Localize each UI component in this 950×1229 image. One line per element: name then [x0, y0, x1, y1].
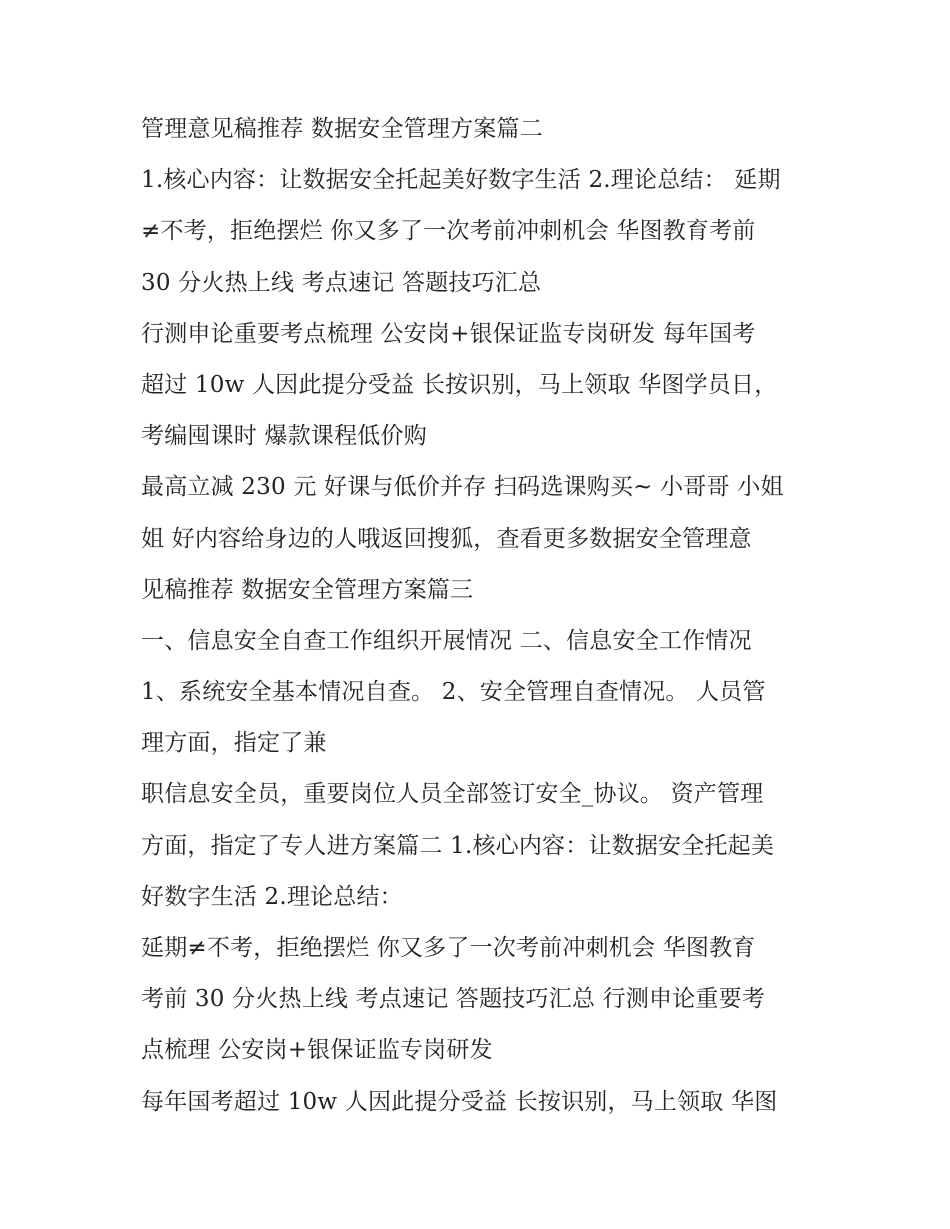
text-line: 好数字生活 2.理论总结：: [141, 883, 403, 910]
text-line: 见稿推荐 数据安全管理方案篇三: [141, 576, 474, 603]
text-line: 方面，指定了专人进方案篇二 1.核心内容：让数据安全托起美: [141, 832, 775, 859]
text-line: 30 分火热上线 考点速记 答题技巧汇总: [141, 269, 542, 296]
text-line: 超过 10w 人因此提分受益 长按识别，马上领取 华图学员日，: [141, 371, 778, 398]
text-line: 考前 30 分火热上线 考点速记 答题技巧汇总 行测申论重要考: [141, 986, 766, 1013]
text-line: 最高立减 230 元 好课与低价并存 扫码选课购买~ 小哥哥 小姐: [141, 474, 784, 501]
text-line: 一、信息安全自查工作组织开展情况 二、信息安全工作情况: [141, 627, 752, 654]
text-line: 1、系统安全基本情况自查。 2、安全管理自查情况。 人员管: [141, 679, 766, 706]
text-line: 姐 好内容给身边的人哦返回搜狐，查看更多数据安全管理意: [141, 525, 752, 552]
text-line: 行测申论重要考点梳理 公安岗+银保证监专岗研发 每年国考: [141, 320, 756, 347]
text-line: 点梳理 公安岗+银保证监专岗研发: [141, 1037, 493, 1064]
text-line: 1.核心内容：让数据安全托起美好数字生活 2.理论总结： 延期: [141, 167, 781, 194]
text-line: 职信息安全员，重要岗位人员全部签订安全_协议。 资产管理: [141, 781, 764, 808]
text-line: 考编囤课时 爆款课程低价购: [141, 423, 427, 450]
text-line: 理方面，指定了兼: [141, 730, 327, 757]
text-line: 管理意见稿推荐 数据安全管理方案篇二: [141, 116, 543, 142]
document-body: [141, 104, 821, 1128]
text-line: 延期≠不考，拒绝摆烂 你又多了一次考前冲刺机会 华图教育: [141, 935, 756, 961]
text-line: ≠不考，拒绝摆烂 你又多了一次考前冲刺机会 华图教育考前: [141, 218, 756, 245]
text-line: 每年国考超过 10w 人因此提分受益 长按识别，马上领取 华图: [141, 1088, 778, 1115]
